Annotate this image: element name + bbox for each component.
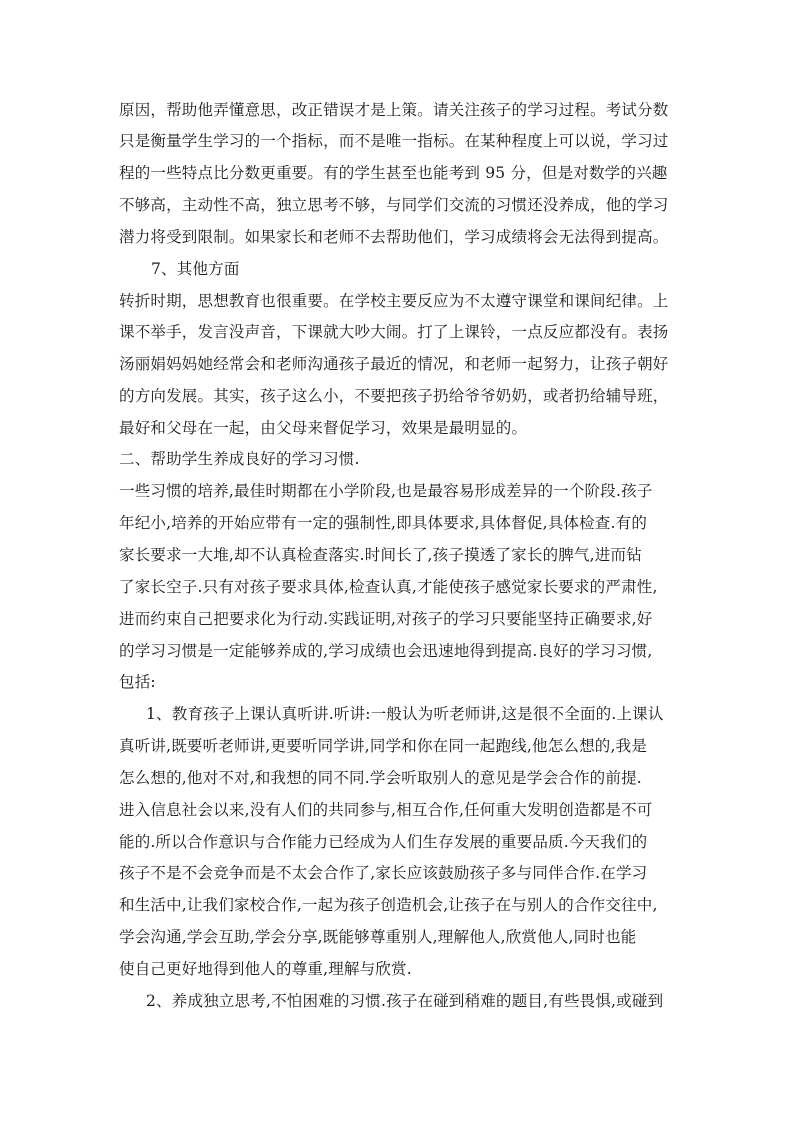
paragraph-line: 原因，帮助他弄懂意思，改正错误才是上策。请关注孩子的学习过程。考试分数	[119, 101, 669, 119]
paragraph-line: 使自己更好地得到他人的尊重,理解与欣赏.	[119, 960, 412, 978]
paragraph-line: 不够高，主动性不高，独立思考不够，与同学们交流的习惯还没养成，他的学习	[119, 196, 669, 214]
paragraph-line: 了家长空子.只有对孩子要求具体,检查认真,才能使孩子感觉家长要求的严肃性,	[119, 578, 658, 596]
section-heading-2: 二、帮助学生养成良好的学习习惯.	[119, 450, 360, 468]
paragraph-line: 真听讲,既要听老师讲,更要听同学讲,同学和你在同一起跑线,他怎么想的,我是	[119, 737, 648, 755]
paragraph-line: 进而约束自己把要求化为行动.实践证明,对孩子的学习只要能坚持正确要求,好	[119, 610, 653, 628]
paragraph-line: 和生活中,让我们家校合作,一起为孩子创造机会,让孩子在与别人的合作交往中,	[119, 896, 658, 914]
paragraph-line: 怎么想的,他对不对,和我想的同不同.学会听取别人的意见是学会合作的前提.	[119, 769, 642, 787]
paragraph-line: 汤丽娟妈妈她经常会和老师沟通孩子最近的情况，和老师一起努力，让孩子朝好	[119, 355, 669, 373]
list-item-2: 2、养成独立思考,不怕困难的习惯.孩子在碰到稍难的题目,有些畏惧,或碰到	[146, 992, 664, 1010]
paragraph-line: 包括:	[119, 673, 156, 691]
paragraph-line: 潜力将受到限制。如果家长和老师不去帮助他们，学习成绩将会无法得到提高。	[119, 228, 669, 246]
paragraph-line: 家长要求一大堆,却不认真检查落实.时间长了,孩子摸透了家长的脾气,进而钻	[119, 546, 642, 564]
paragraph-line: 最好和父母在一起，由父母来督促学习，效果是最明显的。	[119, 419, 528, 437]
list-item-1: 1、教育孩子上课认真听讲.听讲:一般认为听老师讲,这是很不全面的.上课认	[146, 705, 664, 723]
paragraph-line: 转折时期，思想教育也很重要。在学校主要反应为不太遵守课堂和课间纪律。上	[119, 292, 669, 310]
paragraph-line: 的学习习惯是一定能够养成的,学习成绩也会迅速地得到提高.良好的学习习惯,	[119, 642, 653, 660]
paragraph-line: 学会沟通,学会互助,学会分享,既能够尊重别人,理解他人,欣赏他人,同时也能	[119, 928, 637, 946]
paragraph-line: 能的.所以合作意识与合作能力已经成为人们生存发展的重要品质.今天我们的	[119, 833, 648, 851]
paragraph-line: 课不举手，发言没声音，下课就大吵大闹。打了上课铃，一点反应都没有。表扬	[119, 323, 669, 341]
paragraph-line: 的方向发展。其实，孩子这么小，不要把孩子扔给爷爷奶奶，或者扔给辅导班，	[119, 387, 669, 405]
paragraph-line: 孩子不是不会竞争而是不太会合作了,家长应该鼓励孩子多与同伴合作.在学习	[119, 864, 648, 882]
paragraph-line: 年纪小,培养的开始应带有一定的强制性,即具体要求,具体督促,具体检查.有的	[119, 514, 648, 532]
paragraph-line: 一些习惯的培养,最佳时期都在小学阶段,也是最容易形成差异的一个阶段.孩子	[119, 482, 653, 500]
paragraph-line: 只是衡量学生学习的一个指标，而不是唯一指标。在某种程度上可以说，学习过	[119, 132, 669, 150]
paragraph-line: 进入信息社会以来,没有人们的共同参与,相互合作,任何重大发明创造都是不可	[119, 801, 653, 819]
section-heading-7: 7、其他方面	[151, 260, 240, 278]
paragraph-line: 程的一些特点比分数更重要。有的学生甚至也能考到 95 分，但是对数学的兴趣	[119, 164, 668, 182]
